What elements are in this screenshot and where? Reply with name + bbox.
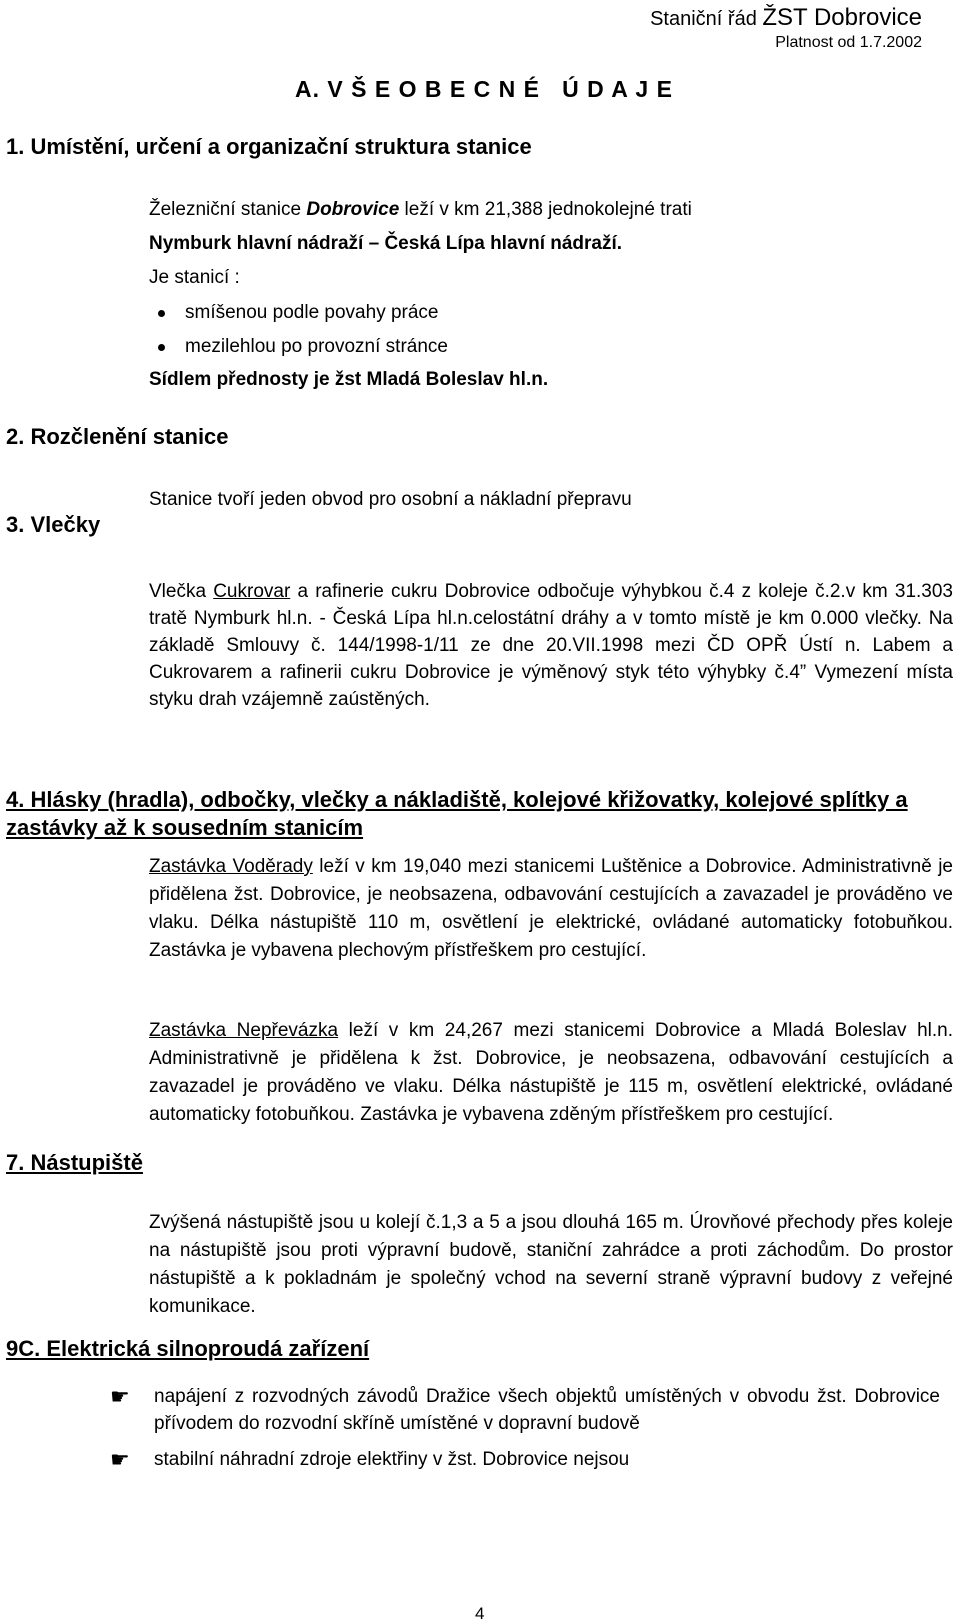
stop-voderady-name[interactable]: Zastávka Voděrady — [149, 856, 313, 877]
section-1-line2: Nymburk hlavní nádraží – Česká Lípa hlavní nádraží. — [149, 233, 623, 254]
pointing-hand-icon: ☛ — [110, 1447, 130, 1472]
header-validity: Platnost od 1.7.2002 — [775, 34, 922, 51]
section-9c-heading-text: 9C. Elektrická silnoproudá zařízení — [6, 1336, 370, 1361]
station-type-list — [155, 296, 448, 364]
section-7-text: Zvýšená nástupiště jsou u kolejí č.1,3 a 5 a jsou dlouhá 165 m. Úrovňové přechody přes koleje na nástupiště jsou proti výpravní budově, staniční zahrádce a proti záchodům. Do prostor nástupiště a k pokladnám je společný vchod na severní straně výpravní budovy z veřejné komunikace. — [149, 1212, 953, 1317]
stop-neprevazka-name[interactable]: Zastávka Nepřevázka — [149, 1020, 339, 1041]
section-7-heading: 7. Nástupiště — [6, 1150, 143, 1175]
list-item — [110, 1383, 940, 1437]
list-item — [110, 1446, 940, 1473]
page-number: 4 — [475, 1604, 485, 1623]
section-3-circuit: Stanice tvoří jeden obvod pro osobní a nákladní přepravu — [149, 489, 632, 510]
bullet-icon — [158, 310, 165, 317]
section-2-heading: 2. Rozčlenění stanice — [6, 424, 229, 449]
list-item-text: stabilní náhradní zdroje elektřiny v žst. Dobrovice nejsou — [154, 1449, 630, 1470]
section-1-line1 — [149, 196, 692, 224]
line1-post: leží v km 21,388 jednokolejné trati — [399, 199, 692, 220]
station-name: Dobrovice — [306, 199, 400, 220]
section-1-line3: Je stanicí : — [149, 267, 240, 288]
section-1-heading: 1. Umístění, určení a organizační struktura stanice — [6, 134, 532, 159]
section-9c-heading — [6, 1336, 369, 1362]
list-item — [155, 296, 448, 330]
header-title-main: ŽST Dobrovice — [762, 4, 922, 31]
list-item — [155, 330, 448, 364]
stop-voderady-paragraph — [149, 853, 953, 965]
bullet-icon — [158, 344, 165, 351]
list-item-text: mezilehlou po provozní stránce — [185, 336, 448, 357]
section-4-heading: 4. Hlásky (hradla), odbočky, vlečky a nákladiště, kolejové křižovatky, kolejové splítky a zastávky až k sousedním stanicím — [6, 787, 908, 840]
stop-neprevazka-paragraph — [149, 1017, 953, 1129]
stop-voderady-text: leží v km 19,040 mezi stanicemi Luštěnice a Dobrovice. Administrativně je přidělena žst. Dobrovice, je neobsazena, odbavování cestujících a zavazadel je prováděno ve vlaku. Délka nástupiště 110 m, osvětlení je elektrické, ovládané automaticky fotobuňkou. Zastávka je vybavena plechovým přístřeškem pro cestující. — [149, 856, 953, 961]
pointing-hand-icon: ☛ — [110, 1384, 130, 1409]
siding-pre: Vlečka — [149, 581, 214, 602]
section-3-heading: 3. Vlečky — [6, 512, 101, 537]
siding-link[interactable]: Cukrovar — [213, 581, 291, 602]
line1-pre: Železniční stanice — [149, 199, 307, 220]
stop-neprevazka-text: leží v km 24,267 mezi stanicemi Dobrovice a Mladá Boleslav hl.n. Administrativně je přidělena k žst. Dobrovice, je neobsazena, odbavování cestujících a zavazadel je prováděno ve vlaku. Délka nástupiště je 115 m, osvětlení elektrické, ovládané automaticky fotobuňkou. Zastávka je vybavena zděným přístřeškem pro cestující. — [149, 1020, 953, 1125]
section-3-siding — [149, 578, 953, 713]
list-item-text: napájení z rozvodných závodů Dražice všech objektů umístěných v obvodu žst. Dobrovice přívodem do rozvodní skříně umístěné v dopravní budově — [154, 1386, 940, 1434]
section-a-title: A. V Š E O B E C N É Ú D A J E — [295, 76, 673, 102]
header-title-prefix: Staniční řád — [650, 8, 757, 30]
section-1-seat: Sídlem přednosty je žst Mladá Boleslav hl.n. — [149, 369, 549, 390]
siding-post: a rafinerie cukru Dobrovice odbočuje výhybkou č.4 z koleje č.2.v km 31.303 tratě Nymburk hl.n. - Česká Lípa hl.n.celostátní dráhy a v tomto místě je km 0.000 vlečky. Na základě Smlouvy č. 144/1998-1/11 ze dne 20.VII.1998 mezi ČD OPŘ Ústí n. Labem a Cukrovarem a rafinerii cukru Dobrovice je výměnový styk této výhybky č.4” Vymezení místa styku drah vzájemně zaústěných. — [149, 581, 953, 710]
document-header-title — [650, 4, 922, 32]
list-item-text: smíšenou podle povahy práce — [185, 302, 439, 323]
